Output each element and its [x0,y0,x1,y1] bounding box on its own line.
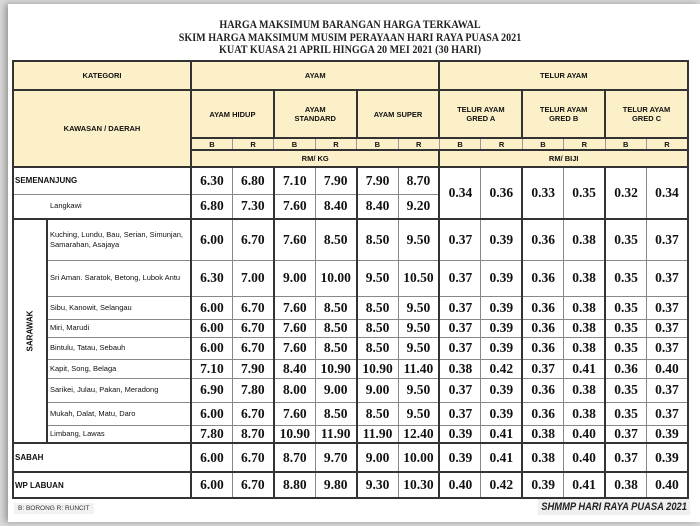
price-cell: 6.00 [191,219,232,260]
price-cell: 0.34 [646,167,688,219]
district-name: Bintulu, Tatau, Sebauh [47,337,191,359]
subcategory-header: AYAM STANDARD [274,90,357,138]
price-cell: 9.30 [357,472,398,498]
price-cell: 8.50 [357,319,398,337]
price-cell: 7.60 [274,402,315,425]
price-cell: 0.42 [481,359,522,378]
price-cell: 0.36 [522,319,563,337]
price-cell: 7.60 [274,296,315,319]
price-cell: 6.70 [232,402,273,425]
price-cell: 8.50 [315,296,356,319]
price-cell: 0.35 [605,378,646,402]
subcategory-header: AYAM SUPER [357,90,440,138]
table-row [13,296,688,319]
price-cell: 6.90 [191,378,232,402]
price-cell: 0.38 [522,425,563,443]
region-semenanjung: SEMENANJUNG [13,167,191,194]
price-cell: 6.70 [232,472,273,498]
price-cell: 0.39 [481,378,522,402]
brand-label: SHMMP HARI RAYA PUASA 2021 [538,499,690,515]
table-row [13,443,688,472]
price-cell: 0.36 [522,260,563,296]
price-cell: 7.60 [274,219,315,260]
price-cell: 0.37 [605,425,646,443]
table-row [13,378,688,402]
price-cell: 0.39 [439,443,480,472]
price-cell: 0.37 [439,219,480,260]
price-cell: 10.00 [398,443,439,472]
price-cell: 7.80 [232,378,273,402]
price-cell: 9.50 [398,296,439,319]
price-cell: 0.36 [522,219,563,260]
price-cell: 0.37 [646,378,688,402]
price-cell: 0.37 [439,319,480,337]
price-cell: 0.35 [564,167,605,219]
price-cell: 7.90 [232,359,273,378]
price-cell: 0.36 [605,359,646,378]
table-row [13,337,688,359]
price-cell: 0.41 [481,425,522,443]
price-cell: 8.50 [315,402,356,425]
price-cell: 0.37 [439,402,480,425]
table-row [13,319,688,337]
price-cell: 0.41 [564,359,605,378]
price-cell: 8.50 [357,402,398,425]
price-cell: 11.40 [398,359,439,378]
price-cell: 9.80 [315,472,356,498]
price-cell: 10.90 [357,359,398,378]
price-cell: 0.38 [564,402,605,425]
price-cell: 0.35 [605,260,646,296]
price-cell: 0.37 [439,378,480,402]
runcit-header: R [481,138,522,150]
runcit-header: R [398,138,439,150]
price-cell: 0.39 [481,296,522,319]
district-name: Sarikei, Julau, Pakan, Meradong [47,378,191,402]
runcit-header: R [646,138,688,150]
price-cell: 6.80 [191,194,232,219]
unit-telur: RM/ BIJI [439,150,688,167]
price-cell: 0.36 [522,337,563,359]
district-name: Mukah, Dalat, Matu, Daro [47,402,191,425]
borong-header: B [439,138,480,150]
price-cell: 8.80 [274,472,315,498]
price-cell: 0.38 [564,219,605,260]
title-line-2: SKIM HARGA MAKSIMUM MUSIM PERAYAAN HARI RAYA PUASA 2021 [178,31,522,44]
price-cell: 0.38 [564,296,605,319]
price-cell: 0.39 [481,337,522,359]
table-row [13,260,688,296]
price-cell: 6.70 [232,319,273,337]
subcategory-header: TELUR AYAM GRED B [522,90,605,138]
price-cell: 8.50 [315,219,356,260]
borong-header: B [274,138,315,150]
district-name: Miri, Marudi [47,319,191,337]
price-cell: 6.00 [191,402,232,425]
price-cell: 10.30 [398,472,439,498]
price-cell: 0.40 [564,443,605,472]
region-name: WP LABUAN [13,472,191,498]
price-cell: 7.60 [274,337,315,359]
price-cell: 9.50 [398,319,439,337]
price-cell: 0.38 [605,472,646,498]
borong-header: B [191,138,232,150]
price-cell: 6.00 [191,319,232,337]
price-cell: 6.70 [232,443,273,472]
price-cell: 7.90 [315,167,356,194]
price-cell: 7.30 [232,194,273,219]
price-cell: 6.30 [191,260,232,296]
price-cell: 7.60 [274,194,315,219]
telur-header: TELUR AYAM [439,61,688,90]
region-sarawak [13,219,47,443]
region-name: SABAH [13,443,191,472]
price-cell: 6.00 [191,472,232,498]
price-cell: 0.37 [439,337,480,359]
price-cell: 0.39 [522,472,563,498]
price-cell: 8.50 [315,319,356,337]
district-name: Kapit, Song, Belaga [47,359,191,378]
price-cell: 0.35 [605,337,646,359]
price-cell: 8.70 [274,443,315,472]
runcit-header: R [232,138,273,150]
price-cell: 8.70 [398,167,439,194]
price-cell: 11.90 [357,425,398,443]
district-name: Sri Aman. Saratok, Betong, Lubok Antu [47,260,191,296]
district-name: Kuching, Lundu, Bau, Serian, Simunjan, Samarahan, Asajaya [47,219,191,260]
price-cell: 0.38 [522,443,563,472]
price-cell: 6.70 [232,296,273,319]
kawasan-header: KAWASAN / DAERAH [13,90,191,167]
price-cell: 0.37 [522,359,563,378]
runcit-header: R [315,138,356,150]
price-cell: 6.30 [191,167,232,194]
price-cell: 6.00 [191,443,232,472]
price-cell: 6.70 [232,219,273,260]
price-cell: 9.00 [274,260,315,296]
borong-header: B [522,138,563,150]
price-cell: 10.90 [315,359,356,378]
subcategory-header: TELUR AYAM GRED C [605,90,688,138]
price-cell: 12.40 [398,425,439,443]
price-cell: 9.00 [315,378,356,402]
price-cell: 9.00 [357,443,398,472]
price-cell: 0.40 [564,425,605,443]
subcategory-header: AYAM HIDUP [191,90,274,138]
runcit-header: R [564,138,605,150]
region-sarawak-label: SARAWAK [25,310,35,352]
price-cell: 8.40 [274,359,315,378]
title-line-3: KUAT KUASA 21 APRIL HINGGA 20 MEI 2021 (30 HARI) [219,44,481,56]
price-cell: 9.50 [398,337,439,359]
price-cell: 9.50 [398,378,439,402]
price-cell: 10.50 [398,260,439,296]
price-cell: 0.38 [439,359,480,378]
price-cell: 6.70 [232,337,273,359]
price-cell: 0.35 [605,296,646,319]
price-cell: 7.00 [232,260,273,296]
price-cell: 7.80 [191,425,232,443]
price-cell: 0.36 [522,296,563,319]
price-cell: 0.37 [646,402,688,425]
price-cell: 0.33 [522,167,563,219]
price-cell: 0.36 [522,402,563,425]
price-cell: 0.39 [481,219,522,260]
price-cell: 9.50 [398,219,439,260]
borong-header: B [605,138,646,150]
price-cell: 0.39 [481,319,522,337]
price-cell: 0.39 [646,443,688,472]
title-line-1: HARGA MAKSIMUM BARANGAN HARGA TERKAWAL [219,19,481,31]
price-cell: 0.37 [646,337,688,359]
district-name: Langkawi [13,194,191,219]
table-row [13,402,688,425]
price-cell: 8.50 [357,296,398,319]
price-cell: 6.00 [191,337,232,359]
price-cell: 7.60 [274,319,315,337]
borong-header: B [357,138,398,150]
price-cell: 9.20 [398,194,439,219]
price-cell: 0.37 [439,260,480,296]
table-row [13,219,688,260]
price-cell: 8.70 [232,425,273,443]
price-cell: 11.90 [315,425,356,443]
price-cell: 0.37 [646,296,688,319]
price-cell: 0.38 [564,378,605,402]
price-cell: 0.39 [646,425,688,443]
price-cell: 0.42 [481,472,522,498]
table-row [13,472,688,498]
price-cell: 0.40 [646,472,688,498]
district-name: Limbang, Lawas [47,425,191,443]
kategori-header: KATEGORI [13,61,191,90]
price-cell: 7.10 [191,359,232,378]
price-cell: 8.50 [357,219,398,260]
price-cell: 0.32 [605,167,646,219]
unit-ayam: RM/ KG [191,150,439,167]
price-cell: 0.35 [605,402,646,425]
price-cell: 0.37 [605,443,646,472]
price-cell: 0.36 [522,378,563,402]
district-name: Sibu, Kanowit, Selangau [47,296,191,319]
price-cell: 0.40 [439,472,480,498]
price-cell: 9.50 [357,260,398,296]
price-cell: 9.00 [357,378,398,402]
price-cell: 0.36 [481,167,522,219]
price-cell: 0.41 [564,472,605,498]
price-cell: 8.40 [315,194,356,219]
price-cell: 0.39 [481,402,522,425]
price-cell: 6.00 [191,296,232,319]
price-cell: 9.70 [315,443,356,472]
price-cell: 0.41 [481,443,522,472]
price-cell: 7.10 [274,167,315,194]
price-cell: 8.50 [357,337,398,359]
price-cell: 0.37 [646,260,688,296]
legend-note: B: BORONG R: RUNCIT [14,503,94,514]
table-row [13,425,688,443]
price-cell: 6.80 [232,167,273,194]
price-cell: 8.40 [357,194,398,219]
table-row [13,167,688,194]
price-cell: 7.90 [357,167,398,194]
price-cell: 0.35 [605,219,646,260]
price-cell: 10.90 [274,425,315,443]
price-cell: 0.38 [564,337,605,359]
price-cell: 0.38 [564,319,605,337]
price-cell: 0.39 [439,425,480,443]
price-cell: 8.50 [315,337,356,359]
price-cell: 0.37 [646,219,688,260]
table-row [13,359,688,378]
subcategory-header: TELUR AYAM GRED A [439,90,522,138]
price-cell: 0.38 [564,260,605,296]
document-title [42,19,658,57]
price-cell: 0.37 [646,319,688,337]
price-table [12,60,689,499]
price-cell: 9.50 [398,402,439,425]
price-cell: 0.39 [481,260,522,296]
price-cell: 8.00 [274,378,315,402]
price-cell: 0.40 [646,359,688,378]
price-cell: 10.00 [315,260,356,296]
price-cell: 0.35 [605,319,646,337]
price-cell: 0.37 [439,296,480,319]
price-cell: 0.34 [439,167,480,219]
ayam-header: AYAM [191,61,439,90]
